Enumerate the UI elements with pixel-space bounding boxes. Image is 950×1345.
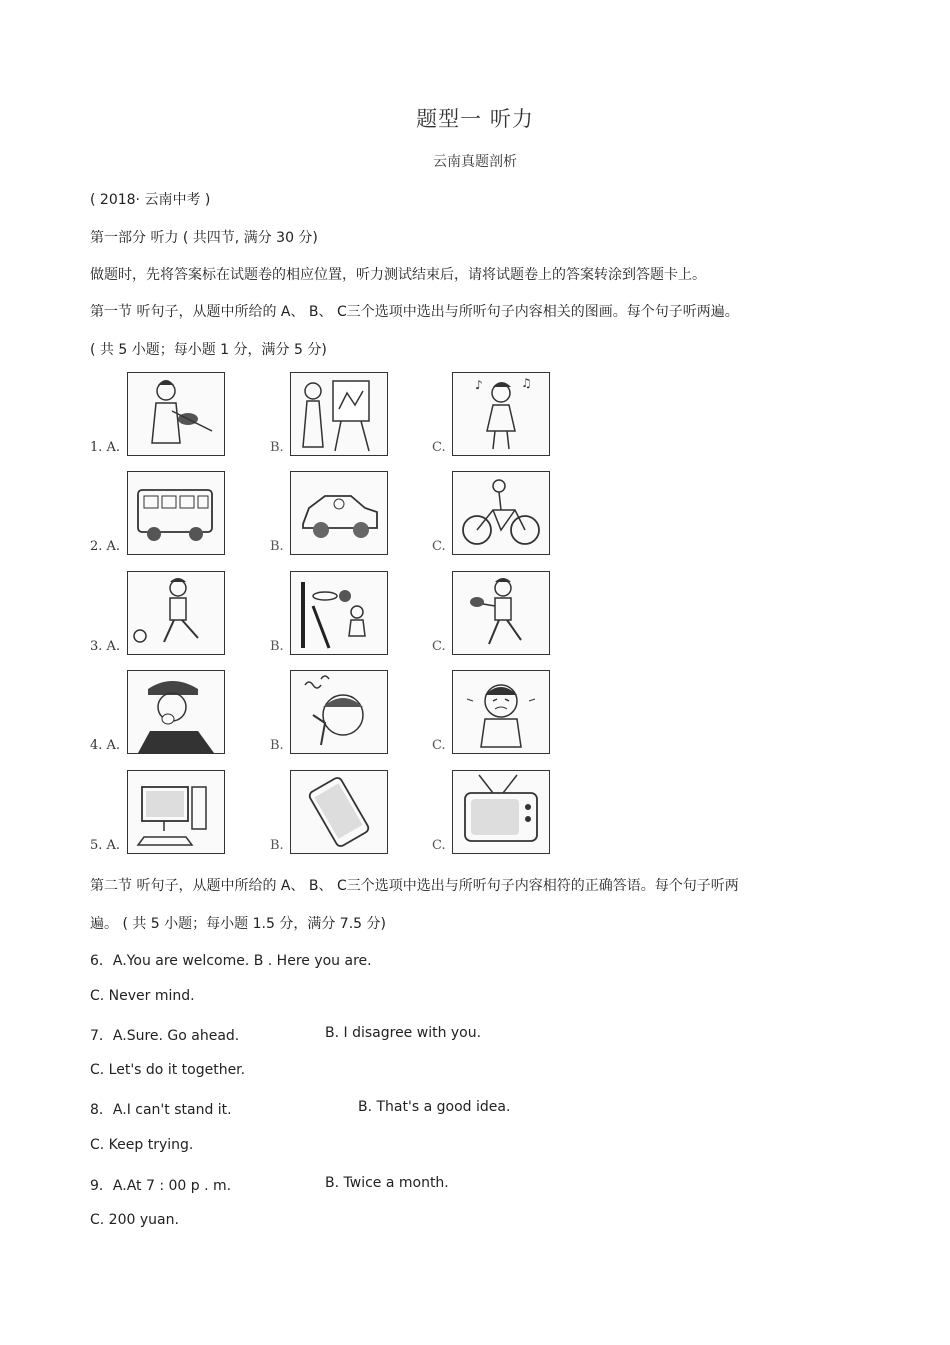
- page-subtitle: 云南真题剖析: [433, 154, 517, 170]
- television-icon: [452, 770, 550, 854]
- svg-text:♪: ♪: [475, 378, 483, 392]
- section2-scoring: 遍。 ( 共 5 小题；每小题 1.5 分，满分 7.5 分): [90, 916, 386, 932]
- football-boy-icon: [127, 571, 225, 655]
- smartphone-icon: [290, 770, 388, 854]
- painting-girl-icon: [290, 372, 388, 456]
- option-b-label: B.: [270, 738, 284, 753]
- question-number: 4. A.: [90, 738, 121, 753]
- part1-heading: 第一部分 听力 ( 共四节, 满分 30 分): [90, 230, 318, 246]
- section2-instruction: 第二节 听句子，从题中所给的 A、 B、 C三个选项中选出与所听句子内容相符的正确答语。每个句子听两: [90, 878, 739, 894]
- exam-source: ( 2018· 云南中考 ): [90, 192, 211, 208]
- option-b-label: B.: [270, 539, 284, 554]
- headache-man-icon: [290, 670, 388, 754]
- option-c-label: C.: [432, 738, 446, 753]
- option-c-label: C.: [432, 838, 446, 853]
- coughing-man-icon: [127, 670, 225, 754]
- question-number: 2. A.: [90, 539, 121, 554]
- basketball-boy-icon: [290, 571, 388, 655]
- option-c-label: C.: [432, 440, 446, 455]
- picture-question-3: [90, 571, 560, 656]
- page-title: 题型一 听力: [416, 107, 534, 131]
- crying-boy-icon: [452, 670, 550, 754]
- question-number: 5. A.: [90, 838, 121, 853]
- svg-text:♫: ♫: [521, 376, 532, 390]
- option-c-label: C.: [432, 639, 446, 654]
- question-number: 3. A.: [90, 639, 121, 654]
- question-9-option-b: B. Twice a month.: [325, 1175, 449, 1191]
- computer-icon: [127, 770, 225, 854]
- instruction-text: 做题时，先将答案标在试题卷的相应位置，听力测试结束后，请将试题卷上的答案转涂到答题卡上。: [90, 267, 706, 283]
- section1-instruction: 第一节 听句子，从题中所给的 A、 B、 C三个选项中选出与所听句子内容相关的图画。每个句子听两遍。: [90, 304, 739, 320]
- question-7-option-b: B. I disagree with you.: [325, 1025, 482, 1041]
- question-9-option-c: C. 200 yuan.: [90, 1212, 179, 1228]
- question-6-options-ab: 6．A.You are welcome. B . Here you are.: [90, 953, 372, 969]
- question-6-option-c: C. Never mind.: [90, 988, 195, 1004]
- question-9-option-a: 9．A.At 7 : 00 p . m.: [90, 1178, 232, 1194]
- question-8-option-a: 8．A.I can't stand it.: [90, 1102, 232, 1118]
- singing-girl-icon: [452, 372, 550, 456]
- picture-question-2: [90, 471, 560, 556]
- section1-scoring: ( 共 5 小题；每小题 1 分，满分 5 分): [90, 342, 327, 358]
- picture-question-1: [90, 372, 560, 457]
- picture-question-5: [90, 770, 560, 855]
- bus-icon: [127, 471, 225, 555]
- picture-question-4: [90, 670, 560, 755]
- question-8-option-c: C. Keep trying.: [90, 1137, 194, 1153]
- ping-pong-boy-icon: [452, 571, 550, 655]
- option-b-label: B.: [270, 639, 284, 654]
- car-icon: [290, 471, 388, 555]
- option-b-label: B.: [270, 838, 284, 853]
- option-b-label: B.: [270, 440, 284, 455]
- bicycle-icon: [452, 471, 550, 555]
- question-7-option-c: C. Let's do it together.: [90, 1062, 246, 1078]
- question-8-option-b: B. That's a good idea.: [358, 1099, 511, 1115]
- question-number: 1. A.: [90, 440, 121, 455]
- option-c-label: C.: [432, 539, 446, 554]
- question-7-option-a: 7．A.Sure. Go ahead.: [90, 1028, 240, 1044]
- violin-girl-icon: [127, 372, 225, 456]
